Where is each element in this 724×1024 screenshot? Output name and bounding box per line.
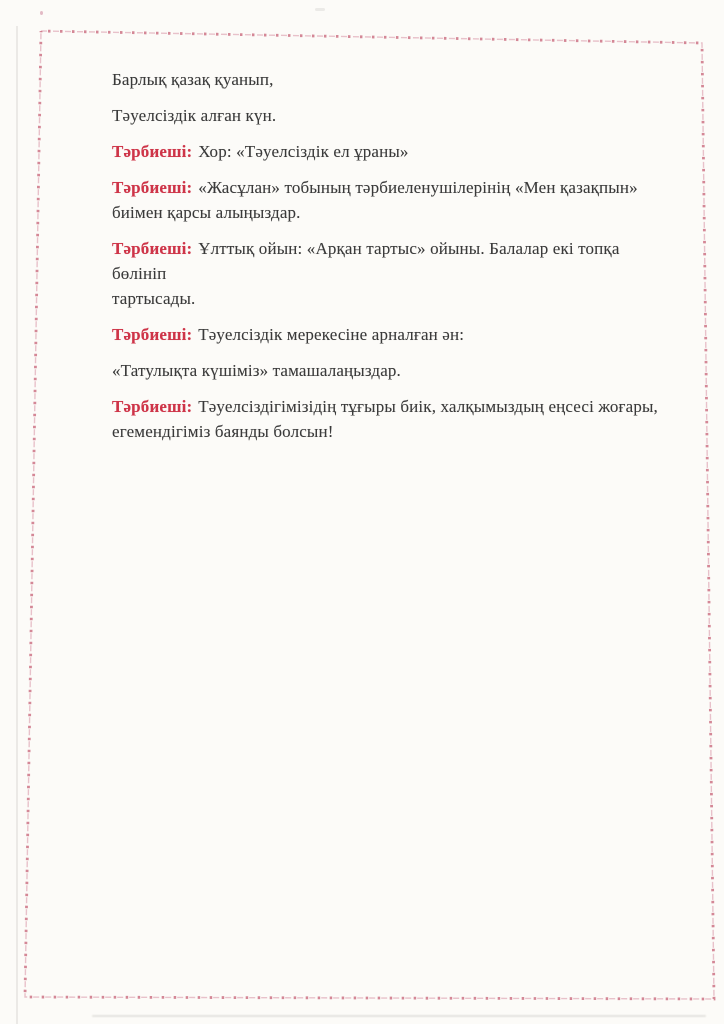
paragraph-line: биімен қарсы алыңыздар. [112, 203, 301, 222]
paragraph [112, 139, 668, 164]
document-text [112, 67, 668, 455]
speaker-label: Тәрбиеші: [112, 325, 193, 344]
paragraph [112, 236, 668, 311]
paragraph [112, 103, 668, 128]
scanner-smudge [315, 8, 325, 11]
speaker-label: Тәрбиеші: [112, 239, 193, 258]
paragraph [112, 175, 668, 225]
scanner-speck [40, 11, 43, 15]
paragraph-line: «Татулықта күшіміз» тамашалаңыздар. [112, 361, 401, 380]
paragraph [112, 358, 668, 383]
paragraph-line: «Жасұлан» тобының тәрбиеленушілерінің «Мен қазақпын» [198, 178, 638, 197]
paragraph-line: Барлық қазақ қуанып, [112, 70, 274, 89]
paragraph-line: Тәуелсіздігімізідің тұғыры биік, халқымыздың еңсесі жоғары, [198, 397, 658, 416]
paragraph-line: егемендігіміз баянды болсын! [112, 422, 334, 441]
paragraph-line: Ұлттық ойын: «Арқан тартыс» ойыны. Балалар екі топқа бөлініп [112, 239, 620, 283]
paragraph [112, 67, 668, 92]
paragraph-line: Тәуелсіздік мерекесіне арналған ән: [198, 325, 465, 344]
speaker-label: Тәрбиеші: [112, 178, 193, 197]
paragraph [112, 322, 668, 347]
paragraph [112, 394, 668, 444]
paragraph-line: Хор: «Тәуелсіздік ел ұраны» [198, 142, 409, 161]
paragraph-line: Тәуелсіздік алған күн. [112, 106, 277, 125]
speaker-label: Тәрбиеші: [112, 142, 193, 161]
scanner-bottom-smudge [92, 1015, 706, 1017]
scanner-edge-artifact [16, 26, 18, 1024]
speaker-label: Тәрбиеші: [112, 397, 193, 416]
paragraph-line: тартысады. [112, 289, 196, 308]
